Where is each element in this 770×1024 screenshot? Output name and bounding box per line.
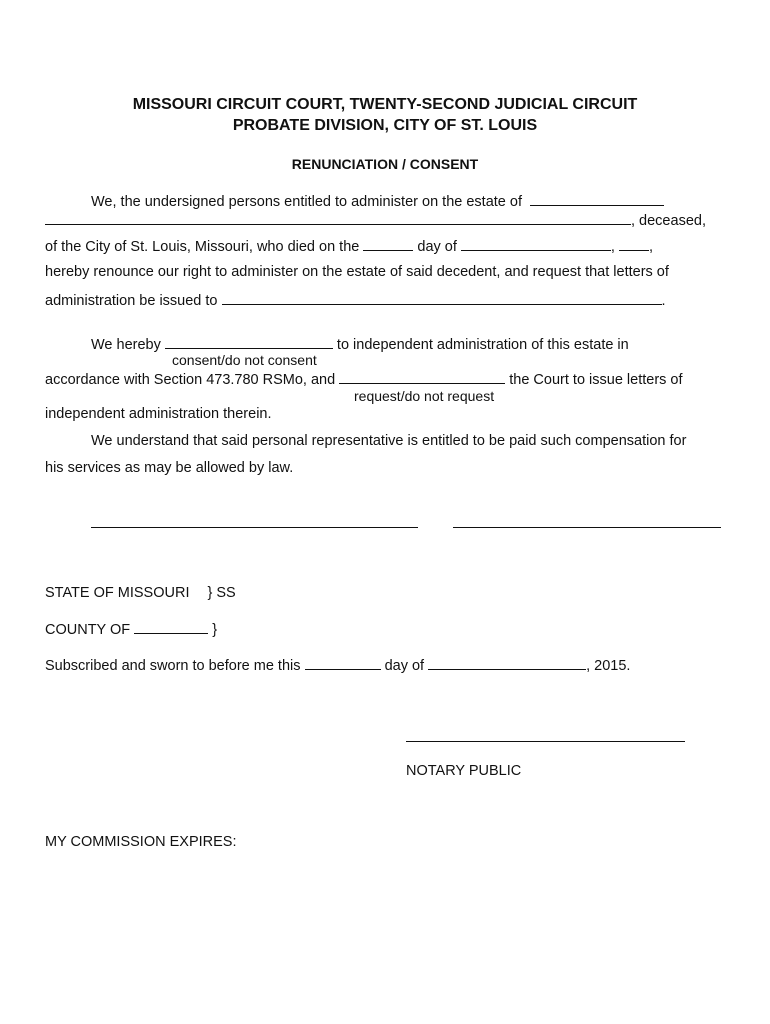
death-day-field[interactable] (363, 237, 413, 251)
request-hint: request/do not request (354, 388, 495, 404)
signature-line-2[interactable] (453, 527, 721, 528)
estate-name-continued-field[interactable] (45, 211, 631, 225)
independent-admin-label: to independent administration of this estate in (336, 337, 629, 353)
county-brace: } (212, 622, 218, 638)
death-year-field[interactable] (619, 237, 649, 251)
para1-line2 (45, 211, 706, 230)
issued-to-field[interactable] (222, 291, 662, 305)
estate-name-field[interactable] (530, 192, 664, 206)
sworn-label: Subscribed and sworn to before me this (45, 658, 301, 674)
county-line (45, 620, 217, 639)
death-month-field[interactable] (461, 237, 611, 251)
division-title: PROBATE DIVISION, CITY OF ST. LOUIS (232, 117, 538, 134)
para3-line1: We understand that said personal representative is entitled to be paid such compensation for (91, 433, 687, 449)
sworn-month-field[interactable] (428, 656, 586, 670)
issued-to-label: administration be issued to (45, 293, 218, 309)
section-label: accordance with Section 473.780 RSMo, and (45, 372, 336, 388)
court-issue-label: the Court to issue letters of (509, 372, 683, 388)
court-title: MISSOURI CIRCUIT COURT, TWENTY-SECOND JUDICIAL CIRCUIT (132, 96, 638, 113)
we-hereby-label: We hereby (91, 337, 161, 353)
commission-expires-label: MY COMMISSION EXPIRES: (45, 834, 237, 850)
sworn-day-of-label: day of (384, 658, 425, 674)
consent-hint: consent/do not consent (172, 352, 317, 368)
state-line (45, 585, 236, 602)
para2-line3: independent administration therein. (45, 406, 272, 422)
sworn-year-label: , 2015. (586, 658, 631, 674)
signature-line-1[interactable] (91, 527, 418, 528)
notary-signature-line[interactable] (406, 741, 685, 742)
para1-line3 (45, 237, 653, 256)
died-on-label: of the City of St. Louis, Missouri, who died on the (45, 239, 360, 255)
para1-line4: hereby renounce our right to administer on the estate of said decedent, and request that letters of (45, 264, 669, 280)
notary-public-label: NOTARY PUBLIC (406, 763, 522, 779)
request-choice-field[interactable] (339, 370, 505, 384)
para3-line2: his services as may be allowed by law. (45, 460, 294, 476)
deceased-label: , deceased, (631, 213, 706, 229)
day-of-label: day of (417, 239, 457, 255)
sworn-line (45, 656, 630, 675)
para1-line1-text: We, the undersigned persons entitled to administer on the estate of (91, 194, 522, 210)
county-field[interactable] (134, 620, 208, 634)
ss-label: } SS (207, 585, 236, 601)
para2-line2 (45, 370, 683, 389)
comma-1: , (610, 239, 615, 255)
para1-line1 (91, 192, 664, 211)
comma-2: , (648, 239, 654, 255)
state-label: STATE OF MISSOURI (45, 585, 190, 601)
sworn-day-field[interactable] (305, 656, 381, 670)
consent-choice-field[interactable] (165, 335, 333, 349)
period: . (661, 293, 666, 309)
form-title: RENUNCIATION / CONSENT (291, 156, 479, 172)
para1-line5 (45, 291, 666, 310)
county-label: COUNTY OF (45, 622, 131, 638)
